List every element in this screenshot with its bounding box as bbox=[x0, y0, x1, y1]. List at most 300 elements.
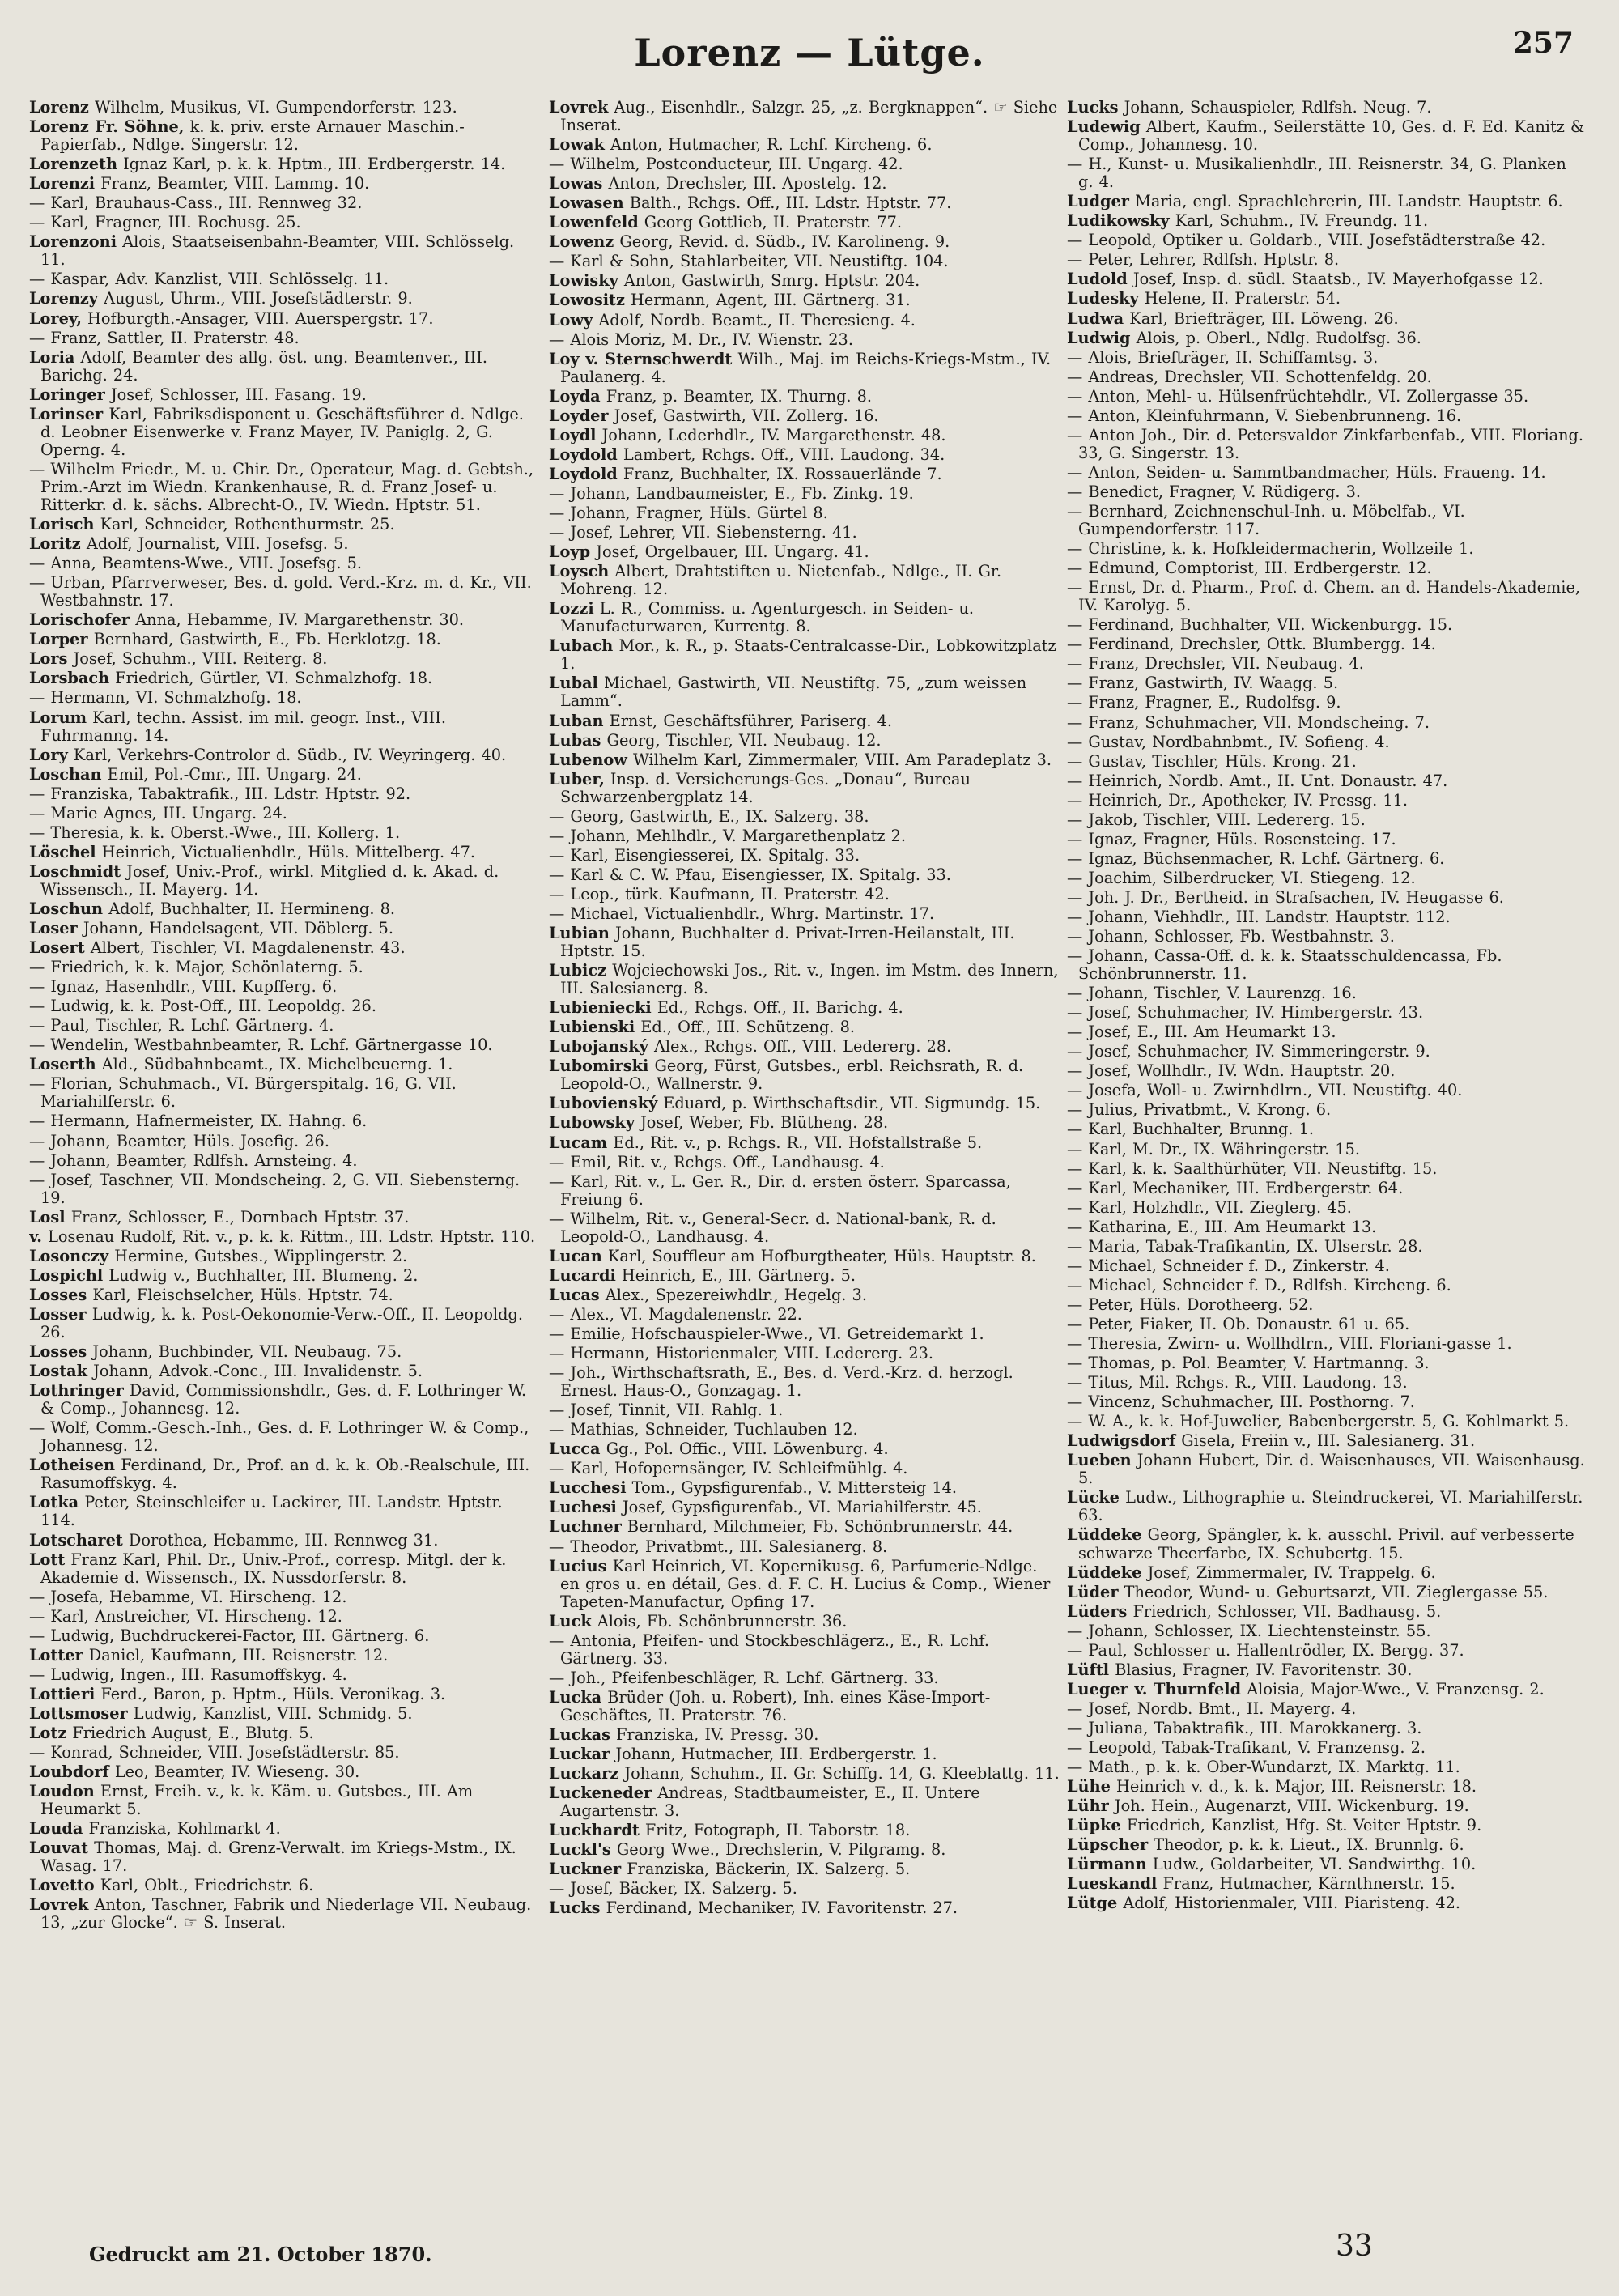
directory-entry: Lorenzoni Alois, Staatseisenbahn-Beamter, VIII. Schlösselg. 11. bbox=[29, 232, 515, 270]
directory-entry: Ludesky Helene, II. Praterstr. 54. bbox=[1067, 289, 1341, 308]
entry-surname: Lorey, bbox=[29, 308, 82, 328]
entry-surname: Lucks bbox=[549, 1898, 601, 1918]
directory-entry: Lotscharet Dorothea, Hebamme, III. Rennweg 31. bbox=[29, 1530, 439, 1550]
directory-entry: — Emilie, Hofschauspieler-Wwe., VI. Getreidemarkt 1. bbox=[549, 1324, 984, 1343]
entry-surname: Lorischofer bbox=[29, 610, 130, 630]
entry-surname: Lorum bbox=[29, 708, 87, 727]
directory-entry: Lubicz Wojciechowski Jos., Rit. v., Ingen. im Mstm. des Innern, III. Salesianerg. 8. bbox=[549, 961, 1059, 998]
entry-surname: Lorper bbox=[29, 630, 88, 649]
directory-entry: — Christine, k. k. Hofkleidermacherin, Wollzeile 1. bbox=[1067, 539, 1474, 559]
directory-entry: Loudon Ernst, Freih. v., k. k. Käm. u. Gutsbes., III. Am Heumarkt 5. bbox=[29, 1782, 474, 1819]
directory-entry: Lubovienský Eduard, p. Wirthschaftsdir., VII. Sigmundg. 15. bbox=[549, 1094, 1041, 1113]
entry-surname: Lowasen bbox=[549, 193, 624, 213]
entry-surname: Loydold bbox=[549, 444, 618, 464]
entry-surname: Lotz bbox=[29, 1723, 67, 1742]
directory-entry: Lorsbach Friedrich, Gürtler, VI. Schmalzhofg. 18. bbox=[29, 669, 433, 688]
entry-surname: Lüpscher bbox=[1067, 1835, 1149, 1855]
entry-surname: Lorenzeth bbox=[29, 155, 118, 174]
entry-surname: Lüddeke bbox=[1067, 1563, 1142, 1582]
entry-surname: Luckas bbox=[549, 1724, 611, 1744]
directory-entry: Loyder Josef, Gastwirth, VII. Zollerg. 16. bbox=[549, 406, 879, 425]
directory-entry: — Maria, Tabak-Trafikantin, IX. Ulserstr. 28. bbox=[1067, 1236, 1423, 1256]
directory-entry: Lucam Ed., Rit. v., p. Rchgs. R., VII. Hofstallstraße 5. bbox=[549, 1133, 983, 1152]
directory-entry: Lorenzeth Ignaz Karl, p. k. k. Hptm., III. Erdbergerstr. 14. bbox=[29, 155, 506, 174]
entry-surname: Lovetto bbox=[29, 1876, 95, 1895]
directory-entry: Loschan Emil, Pol.-Cmr., III. Ungarg. 24. bbox=[29, 764, 362, 784]
directory-entry: Ludwig Alois, p. Oberl., Ndlg. Rudolfsg. 36. bbox=[1067, 328, 1421, 347]
entry-surname: Loy v. Sternschwerdt bbox=[549, 349, 733, 368]
running-header-title: Lorenz — Lütge. bbox=[634, 31, 985, 74]
directory-entry: Lors Josef, Schuhm., VIII. Reiterg. 8. bbox=[29, 649, 328, 669]
directory-entry: — Josef, Lehrer, VII. Siebensterng. 41. bbox=[549, 523, 857, 542]
directory-entry: — Wolf, Comm.-Gesch.-Inh., Ges. d. F. Lothringer W. & Comp., Johannesg. 12. bbox=[29, 1418, 529, 1456]
directory-entry: — Joh., Pfeifenbeschläger, R. Lchf. Gärtnerg. 33. bbox=[549, 1668, 939, 1687]
directory-entry: Lorey, Hofburgth.-Ansager, VIII. Auerspergstr. 17. bbox=[29, 308, 434, 328]
directory-entry: — Benedict, Fragner, V. Rüdigerg. 3. bbox=[1067, 482, 1361, 501]
entry-surname: Lühr bbox=[1067, 1796, 1109, 1816]
directory-entry: — Heinrich, Nordb. Amt., II. Unt. Donaustr. 47. bbox=[1067, 771, 1448, 790]
entry-surname: Lott bbox=[29, 1550, 66, 1569]
directory-entry: Luber, Insp. d. Versicherungs-Ges. „Donau“, Bureau Schwarzenbergplatz 14. bbox=[549, 769, 971, 806]
directory-entry: — Theodor, Privatbmt., III. Salesianerg. 8. bbox=[549, 1537, 888, 1556]
entry-surname: Loschan bbox=[29, 764, 102, 784]
entry-surname: Lubal bbox=[549, 674, 598, 693]
directory-entry: — Johann, Fragner, Hüls. Gürtel 8. bbox=[549, 503, 828, 522]
directory-entry: Luckar Johann, Hutmacher, III. Erdbergerstr. 1. bbox=[549, 1745, 937, 1764]
directory-entry: Lorenzi Franz, Beamter, VIII. Lammg. 10. bbox=[29, 174, 370, 193]
directory-column-2 bbox=[549, 99, 1060, 2188]
entry-surname: Luchner bbox=[549, 1517, 622, 1537]
directory-entry: Lorenz Wilhelm, Musikus, VI. Gumpendorferstr. 123. bbox=[29, 99, 457, 117]
entry-surname: Loudon bbox=[29, 1782, 95, 1801]
entry-surname: Lovrek bbox=[29, 1895, 89, 1915]
entry-surname: Lueskandl bbox=[1067, 1874, 1158, 1894]
directory-entry: — Franziska, Tabaktrafik., III. Ldstr. Hptstr. 92. bbox=[29, 784, 411, 803]
entry-surname: Lorsbach bbox=[29, 669, 110, 688]
entry-surname: Lowy bbox=[549, 310, 593, 330]
directory-entry: — Ludwig, k. k. Post-Off., III. Leopoldg. 26. bbox=[29, 997, 376, 1016]
entry-surname: Lozzi bbox=[549, 599, 594, 619]
entry-surname: Ludwig bbox=[1067, 328, 1131, 347]
entry-surname: Lorenz Fr. Söhne, bbox=[29, 117, 185, 137]
directory-entry: — Anton, Seiden- u. Sammtbandmacher, Hüls. Fraueng. 14. bbox=[1067, 462, 1546, 482]
directory-entry: Lubieniecki Ed., Rchgs. Off., II. Barichg. 4. bbox=[549, 998, 903, 1018]
directory-entry: — Ernst, Dr. d. Pharm., Prof. d. Chem. an d. Handels-Akademie, IV. Karolyg. 5. bbox=[1067, 578, 1580, 615]
entry-surname: Luber, bbox=[549, 769, 605, 789]
directory-entry: — Josef, Bäcker, IX. Salzerg. 5. bbox=[549, 1879, 797, 1898]
entry-surname: Loyp bbox=[549, 542, 591, 562]
directory-entry: Lücke Ludw., Lithographie u. Steindruckerei, VI. Mariahilferstr. 63. bbox=[1067, 1488, 1583, 1525]
directory-entry: — Katharina, E., III. Am Heumarkt 13. bbox=[1067, 1217, 1377, 1236]
directory-entry: — Paul, Tischler, R. Lchf. Gärtnerg. 4. bbox=[29, 1016, 334, 1035]
directory-entry: Lueben Johann Hubert, Dir. d. Waisenhauses, VII. Waisenhausg. 5. bbox=[1067, 1451, 1585, 1488]
entry-surname: Loringer bbox=[29, 385, 105, 404]
directory-entry: Lovrek Aug., Eisenhdlr., Salzgr. 25, „z. Bergknappen“. ☞ Siehe Inserat. bbox=[549, 99, 1058, 135]
entry-surname: Lors bbox=[29, 649, 68, 669]
directory-entry: — Franz, Fragner, E., Rudolfsg. 9. bbox=[1067, 693, 1341, 712]
entry-surname: Luban bbox=[549, 711, 604, 730]
directory-entry: — Jakob, Tischler, VIII. Ledererg. 15. bbox=[1067, 810, 1366, 829]
directory-entry: — Karl, Buchhalter, Brunng. 1. bbox=[1067, 1120, 1314, 1139]
directory-entry: — Heinrich, Dr., Apotheker, IV. Pressg. 11. bbox=[1067, 790, 1409, 810]
directory-entry: — Joh., Wirthschaftsrath, E., Bes. d. Verd.-Krz. d. herzogl. Ernest. Haus-O., Gonzagag. 1. bbox=[549, 1363, 1013, 1401]
directory-entry: — Julius, Privatbmt., V. Krong. 6. bbox=[1067, 1100, 1332, 1120]
entry-surname: Loser bbox=[29, 919, 78, 938]
directory-entry: Lospichl Ludwig v., Buchhalter, III. Blumeng. 2. bbox=[29, 1265, 419, 1285]
directory-entry: — Josef, E., III. Am Heumarkt 13. bbox=[1067, 1023, 1336, 1042]
entry-surname: Luckarz bbox=[549, 1764, 619, 1784]
directory-entry: — Johann, Cassa-Off. d. k. k. Staatsschuldencassa, Fb. Schönbrunnerstr. 11. bbox=[1067, 946, 1502, 984]
directory-entry: — Anton, Kleinfuhrmann, V. Siebenbrunneng. 16. bbox=[1067, 406, 1462, 425]
entry-surname: Louvat bbox=[29, 1839, 89, 1858]
directory-entry: Luckeneder Andreas, Stadtbaumeister, E., II. Untere Augartenstr. 3. bbox=[549, 1784, 980, 1821]
directory-entry: Lucchesi Tom., Gypsfigurenfab., V. Mittersteig 14. bbox=[549, 1478, 958, 1498]
directory-entry: Lorenz Fr. Söhne, k. k. priv. erste Arnauer Maschin.-Papierfab., Ndlge. Singerstr. 12. bbox=[29, 117, 465, 155]
directory-entry: Lüftl Blasius, Fragner, IV. Favoritenstr. 30. bbox=[1067, 1660, 1413, 1679]
directory-entry: Ludger Maria, engl. Sprachlehrerin, III. Landstr. Hauptstr. 6. bbox=[1067, 192, 1563, 211]
directory-entry: Loyp Josef, Orgelbauer, III. Ungarg. 41. bbox=[549, 542, 869, 562]
entry-surname: Lucan bbox=[549, 1246, 602, 1265]
directory-entry: Lotz Friedrich August, E., Blutg. 5. bbox=[29, 1723, 314, 1742]
entry-surname: Ludwa bbox=[1067, 308, 1124, 328]
entry-surname: Lubovienský bbox=[549, 1094, 658, 1113]
directory-entry: Loringer Josef, Schlosser, III. Fasang. 19. bbox=[29, 385, 367, 404]
directory-entry: Lostak Johann, Advok.-Conc., III. Invalidenstr. 5. bbox=[29, 1362, 423, 1381]
directory-entry: Losert Albert, Tischler, VI. Magdalenenstr. 43. bbox=[29, 938, 406, 958]
directory-entry: — W. A., k. k. Hof-Juwelier, Babenbergerstr. 5, G. Kohlmarkt 5. bbox=[1067, 1412, 1570, 1431]
directory-entry: Lubas Georg, Tischler, VII. Neubaug. 12. bbox=[549, 730, 882, 750]
entry-surname: Loyda bbox=[549, 386, 601, 406]
directory-entry: Lubach Mor., k. R., p. Staats-Centralcasse-Dir., Lobkowitzplatz 1. bbox=[549, 636, 1056, 674]
directory-entry: — Kaspar, Adv. Kanzlist, VIII. Schlösselg. 11. bbox=[29, 270, 389, 289]
entry-surname: Lotheisen bbox=[29, 1456, 116, 1475]
directory-entry: — Josefa, Woll- u. Zwirnhdlrn., VII. Neustiftg. 40. bbox=[1067, 1081, 1463, 1100]
directory-entry: — Ludwig, Buchdruckerei-Factor, III. Gärtnerg. 6. bbox=[29, 1626, 430, 1645]
directory-entry: — Johann, Beamter, Rdlfsh. Arnsteing. 4. bbox=[29, 1150, 358, 1170]
directory-entry: — Titus, Mil. Rchgs. R., VIII. Laudong. 13. bbox=[1067, 1373, 1408, 1392]
entry-surname: Lubian bbox=[549, 924, 610, 943]
entry-surname: Lucam bbox=[549, 1133, 608, 1152]
directory-entry: — Peter, Hüls. Dorotheerg. 52. bbox=[1067, 1295, 1314, 1314]
directory-entry: — Johann, Viehhdlr., III. Landstr. Hauptstr. 112. bbox=[1067, 907, 1451, 926]
directory-entry: Luck Alois, Fb. Schönbrunnerstr. 36. bbox=[549, 1611, 848, 1631]
directory-entry: — Johann, Schlosser, IX. Liechtensteinstr. 55. bbox=[1067, 1621, 1431, 1640]
directory-entry: — Ignaz, Fragner, Hüls. Rosensteing. 17. bbox=[1067, 829, 1396, 848]
directory-entry: — H., Kunst- u. Musikalienhdlr., III. Reisnerstr. 34, G. Planken g. 4. bbox=[1067, 155, 1566, 192]
entry-surname: Loschmidt bbox=[29, 861, 121, 881]
entry-surname: Lorenzy bbox=[29, 289, 99, 308]
directory-entry: — Hermann, Hafnermeister, IX. Hahng. 6. bbox=[29, 1112, 368, 1131]
entry-surname: Loschun bbox=[29, 899, 104, 918]
directory-entry: Lory Karl, Verkehrs-Controlor d. Südb., IV. Weyringerg. 40. bbox=[29, 745, 507, 764]
directory-entry: Lovrek Anton, Taschner, Fabrik und Niederlage VII. Neubaug. 13, „zur Glocke“. ☞ S. Inserat. bbox=[29, 1895, 532, 1932]
directory-entry: Luchner Bernhard, Milchmeier, Fb. Schönbrunnerstr. 44. bbox=[549, 1517, 1013, 1537]
directory-entry: — Wilhelm Friedr., M. u. Chir. Dr., Operateur, Mag. d. Gebtsh., Prim.-Arzt im Wiedn. Krankenhause, R. d. Franz Josef- u. Ritterkr. d. k. sächs. Albrecht-O., IV. Wiedn. Hptstr. 51. bbox=[29, 459, 534, 514]
directory-entry: — Emil, Rit. v., Rchgs. Off., Landhausg. 4. bbox=[549, 1152, 885, 1171]
directory-entry: — Franz, Drechsler, VII. Neubaug. 4. bbox=[1067, 654, 1364, 674]
entry-surname: Lowenz bbox=[549, 232, 614, 252]
directory-entry: Lüders Friedrich, Schlosser, VII. Badhausg. 5. bbox=[1067, 1601, 1442, 1621]
directory-entry: — Karl, Fragner, III. Rochusg. 25. bbox=[29, 213, 301, 232]
directory-entry: — Karl, Holzhdlr., VII. Zieglerg. 45. bbox=[1067, 1197, 1352, 1217]
entry-surname: Lowenfeld bbox=[549, 213, 639, 232]
directory-entry: Lottieri Ferd., Baron, p. Hptm., Hüls. Veronikag. 3. bbox=[29, 1684, 446, 1703]
directory-entry: Loschmidt Josef, Univ.-Prof., wirkl. Mitglied d. k. Akad. d. Wissensch., II. Mayerg. 14. bbox=[29, 861, 499, 899]
directory-entry: — Alex., VI. Magdalenenstr. 22. bbox=[549, 1304, 802, 1324]
entry-surname: Lueben bbox=[1067, 1451, 1132, 1470]
directory-entry: — Thomas, p. Pol. Beamter, V. Hartmanng. 3. bbox=[1067, 1354, 1430, 1373]
directory-entry: — Andreas, Drechsler, VII. Schottenfeldg. 20. bbox=[1067, 367, 1432, 386]
directory-entry: — Michael, Schneider f. D., Rdlfsh. Kircheng. 6. bbox=[1067, 1275, 1451, 1295]
directory-entry: — Josef, Wollhdlr., IV. Wdn. Hauptstr. 20. bbox=[1067, 1061, 1396, 1081]
directory-entry: — Karl & Sohn, Stahlarbeiter, VII. Neustiftg. 104. bbox=[549, 252, 949, 271]
directory-entry: — Anton, Mehl- u. Hülsenfrüchtehdlr., VI. Zollergasse 35. bbox=[1067, 386, 1529, 406]
directory-entry: — Hermann, Historienmaler, VIII. Ledererg. 23. bbox=[549, 1344, 933, 1363]
entry-surname: Luckner bbox=[549, 1860, 622, 1879]
entry-surname: Loritz bbox=[29, 534, 81, 554]
directory-entry: Lucius Karl Heinrich, VI. Kopernikusg. 6, Parfumerie-Ndlge. en gros u. en détail, Ges. d. F. C. H. Lucius & Comp., Wiener Tapeten-Manufactur, Opfing 17. bbox=[549, 1556, 1051, 1611]
directory-entry: Lucardi Heinrich, E., III. Gärtnerg. 5. bbox=[549, 1265, 856, 1285]
directory-entry: — Mathias, Schneider, Tuchlauben 12. bbox=[549, 1420, 858, 1439]
entry-surname: Lucks bbox=[1067, 99, 1119, 117]
directory-entry: Lucks Ferdinand, Mechaniker, IV. Favoritenstr. 27. bbox=[549, 1898, 958, 1918]
directory-entry: Losses Karl, Fleischselcher, Hüls. Hptstr. 74. bbox=[29, 1285, 393, 1304]
entry-surname: Losser bbox=[29, 1304, 87, 1324]
directory-entry: Loria Adolf, Beamter des allg. öst. ung. Beamtenver., III. Barichg. 24. bbox=[29, 347, 487, 385]
entry-surname: Lotter bbox=[29, 1645, 83, 1665]
entry-surname: Lospichl bbox=[29, 1265, 104, 1285]
directory-entry: — Leopold, Optiker u. Goldarb., VIII. Josefstädterstraße 42. bbox=[1067, 231, 1546, 250]
entry-surname: Loubdorf bbox=[29, 1762, 109, 1782]
directory-entry: Lorper Bernhard, Gastwirth, E., Fb. Herklotzg. 18. bbox=[29, 630, 441, 649]
directory-entry: — Karl & C. W. Pfau, Eisengiesser, IX. Spitalg. 33. bbox=[549, 865, 951, 884]
directory-entry: Lorischofer Anna, Hebamme, IV. Margarethenstr. 30. bbox=[29, 610, 465, 630]
entry-surname: Lotscharet bbox=[29, 1530, 123, 1550]
directory-entry: Lüddeke Josef, Zimmermaler, IV. Trappelg. 6. bbox=[1067, 1563, 1436, 1582]
entry-surname: Ludikowsky bbox=[1067, 211, 1170, 231]
directory-entry: Luchesi Josef, Gypsfigurenfab., VI. Mariahilferstr. 45. bbox=[549, 1498, 982, 1517]
directory-entry: Losonczy Hermine, Gutsbes., Wipplingerstr. 2. bbox=[29, 1246, 408, 1265]
directory-entry: v. Losenau Rudolf, Rit. v., p. k. k. Rittm., III. Ldstr. Hptstr. 110. bbox=[29, 1227, 536, 1246]
directory-entry: — Karl, M. Dr., IX. Währingerstr. 15. bbox=[1067, 1139, 1360, 1159]
directory-entry: — Antonia, Pfeifen- und Stockbeschlägerz., E., R. Lchf. Gärtnerg. 33. bbox=[549, 1631, 989, 1668]
directory-entry: Lowak Anton, Hutmacher, R. Lchf. Kircheng. 6. bbox=[549, 135, 933, 155]
directory-entry: — Urban, Pfarrverweser, Bes. d. gold. Verd.-Krz. m. d. Kr., VII. Westbahnstr. 17. bbox=[29, 573, 532, 610]
entry-surname: Louda bbox=[29, 1819, 83, 1839]
entry-surname: Losonczy bbox=[29, 1246, 109, 1265]
directory-entry: — Karl, Hofopernsänger, IV. Schleifmühlg. 4. bbox=[549, 1459, 908, 1478]
directory-entry: — Edmund, Comptorist, III. Erdbergerstr. 12. bbox=[1067, 559, 1432, 578]
directory-entry: Ludikowsky Karl, Schuhm., IV. Freundg. 11. bbox=[1067, 211, 1429, 231]
entry-surname: Lucardi bbox=[549, 1265, 616, 1285]
entry-surname: Lucchesi bbox=[549, 1478, 627, 1498]
directory-entry: — Josef, Schuhmacher, IV. Simmeringerstr. 9. bbox=[1067, 1042, 1430, 1061]
entry-surname: Lütge bbox=[1067, 1894, 1118, 1913]
directory-entry: Lorum Karl, techn. Assist. im mil. geogr. Inst., VIII. Fuhrmanng. 14. bbox=[29, 708, 446, 745]
directory-entry: Loubdorf Leo, Beamter, IV. Wieseng. 30. bbox=[29, 1762, 360, 1782]
directory-entry: — Ignaz, Hasenhdlr., VIII. Kupfferg. 6. bbox=[29, 977, 338, 997]
entry-surname: Lorenz bbox=[29, 99, 89, 117]
directory-entry: Lubian Johann, Buchhalter d. Privat-Irren-Heilanstalt, III. Hptstr. 15. bbox=[549, 924, 1015, 961]
directory-entry: — Bernhard, Zeichnenschul-Inh. u. Möbelfab., VI. Gumpendorferstr. 117. bbox=[1067, 501, 1465, 539]
directory-entry: — Paul, Schlosser u. Hallentrödler, IX. Bergg. 37. bbox=[1067, 1640, 1464, 1660]
entry-surname: Lorenzoni bbox=[29, 232, 117, 252]
entry-surname: Lücke bbox=[1067, 1488, 1120, 1507]
directory-entry: Lühr Joh. Hein., Augenarzt, VIII. Wickenburg. 19. bbox=[1067, 1796, 1469, 1816]
directory-entry: Ludold Josef, Insp. d. südl. Staatsb., IV. Mayerhofgasse 12. bbox=[1067, 270, 1544, 289]
directory-entry: Lubenow Wilhelm Karl, Zimmermaler, VIII. Am Paradeplatz 3. bbox=[549, 750, 1052, 769]
directory-entry: Lubomirski Georg, Fürst, Gutsbes., erbl. Reichsrath, R. d. Leopold-O., Wallnerstr. 9. bbox=[549, 1057, 1024, 1094]
directory-entry: Losses Johann, Buchbinder, VII. Neubaug. 75. bbox=[29, 1342, 402, 1362]
entry-surname: Luckl's bbox=[549, 1840, 611, 1860]
directory-entry: Loser Johann, Handelsagent, VII. Döblerg. 5. bbox=[29, 919, 394, 938]
directory-entry: Lürmann Ludw., Goldarbeiter, VI. Sandwirthg. 10. bbox=[1067, 1855, 1477, 1874]
directory-entry: Lubienski Ed., Off., III. Schützeng. 8. bbox=[549, 1018, 856, 1037]
directory-entry: — Gustav, Tischler, Hüls. Krong. 21. bbox=[1067, 751, 1357, 771]
entry-surname: Lovrek bbox=[549, 99, 609, 117]
directory-entry: — Georg, Gastwirth, E., IX. Salzerg. 38. bbox=[549, 806, 869, 826]
entry-surname: Lubienski bbox=[549, 1018, 635, 1037]
directory-entry: Lucan Karl, Souffleur am Hofburgtheater, Hüls. Hauptstr. 8. bbox=[549, 1246, 1036, 1265]
directory-entry: Lotheisen Ferdinand, Dr., Prof. an d. k. k. Ob.-Realschule, III. Rasumoffskyg. 4. bbox=[29, 1456, 530, 1493]
directory-entry: Lozzi L. R., Commiss. u. Agenturgesch. in Seiden- u. Manufacturwaren, Kurrentg. 8. bbox=[549, 599, 975, 636]
directory-column-1 bbox=[29, 99, 541, 2188]
directory-entry: Luckas Franziska, IV. Pressg. 30. bbox=[549, 1724, 819, 1744]
directory-entry: — Gustav, Nordbahnbmt., IV. Sofieng. 4. bbox=[1067, 732, 1390, 751]
entry-surname: Losl bbox=[29, 1207, 66, 1227]
entry-surname: Luck bbox=[549, 1611, 592, 1631]
entry-surname: Lueger v. Thurnfeld bbox=[1067, 1679, 1242, 1699]
directory-entry: — Joh. J. Dr., Bertheid. in Strafsachen, IV. Heugasse 6. bbox=[1067, 887, 1504, 907]
directory-entry: Ludewig Albert, Kaufm., Seilerstätte 10, Ges. d. F. Ed. Kanitz & Comp., Johannesg. 10. bbox=[1067, 117, 1585, 155]
entry-surname: Lory bbox=[29, 745, 68, 764]
entry-surname: Loserth bbox=[29, 1055, 96, 1074]
entry-surname: Lubomirski bbox=[549, 1057, 649, 1076]
directory-entry: — Marie Agnes, III. Ungarg. 24. bbox=[29, 803, 287, 823]
entry-surname: v. bbox=[29, 1227, 42, 1246]
entry-surname: Losert bbox=[29, 938, 85, 958]
directory-entry: Lowositz Hermann, Agent, III. Gärtnerg. 31. bbox=[549, 291, 911, 310]
directory-entry: Lothringer David, Commissionshdlr., Ges. d. F. Lothringer W. & Comp., Johannesg. 12. bbox=[29, 1381, 527, 1418]
directory-entry: Lowas Anton, Drechsler, III. Apostelg. 12. bbox=[549, 174, 887, 193]
directory-entry: — Karl, Anstreicher, VI. Hirscheng. 12. bbox=[29, 1606, 342, 1626]
entry-surname: Loydl bbox=[549, 425, 597, 444]
entry-surname: Lotka bbox=[29, 1493, 79, 1512]
directory-entry: Lowenz Georg, Revid. d. Südb., IV. Karolineng. 9. bbox=[549, 232, 950, 252]
directory-entry: Loyda Franz, p. Beamter, IX. Thurng. 8. bbox=[549, 386, 873, 406]
directory-entry: Lowisky Anton, Gastwirth, Smrg. Hptstr. 204. bbox=[549, 271, 920, 291]
directory-entry: — Josefa, Hebamme, VI. Hirscheng. 12. bbox=[29, 1587, 347, 1606]
entry-surname: Losses bbox=[29, 1285, 87, 1304]
entry-surname: Ludewig bbox=[1067, 117, 1141, 137]
entry-surname: Lühe bbox=[1067, 1777, 1111, 1796]
directory-entry: — Theresia, k. k. Oberst.-Wwe., III. Kollerg. 1. bbox=[29, 823, 401, 842]
entry-surname: Lorinser bbox=[29, 404, 104, 423]
directory-entry: Lütge Adolf, Historienmaler, VIII. Piaristeng. 42. bbox=[1067, 1894, 1461, 1913]
directory-entry: — Franz, Sattler, II. Praterstr. 48. bbox=[29, 328, 300, 347]
directory-entry: Löschel Heinrich, Victualienhdlr., Hüls. Mittelberg. 47. bbox=[29, 842, 475, 861]
directory-entry: — Wilhelm, Postconducteur, III. Ungarg. 42. bbox=[549, 155, 903, 174]
directory-entry: Lowasen Balth., Rchgs. Off., III. Ldstr. Hptstr. 77. bbox=[549, 193, 952, 213]
entry-surname: Lürmann bbox=[1067, 1855, 1147, 1874]
directory-entry: — Josef, Nordb. Bmt., II. Mayerg. 4. bbox=[1067, 1699, 1357, 1718]
directory-entry: Lubojanský Alex., Rchgs. Off., VIII. Ledererg. 28. bbox=[549, 1037, 952, 1057]
directory-entry: — Ferdinand, Buchhalter, VII. Wickenburgg. 15. bbox=[1067, 615, 1453, 635]
directory-entry: Lotter Daniel, Kaufmann, III. Reisnerstr. 12. bbox=[29, 1645, 389, 1665]
entry-surname: Lowositz bbox=[549, 291, 625, 310]
directory-entry: Lubal Michael, Gastwirth, VII. Neustiftg. 75, „zum weissen Lamm“. bbox=[549, 674, 1027, 711]
entry-surname: Lubojanský bbox=[549, 1037, 648, 1057]
directory-entry: Loydold Lambert, Rchgs. Off., VIII. Laudong. 34. bbox=[549, 444, 945, 464]
directory-entry: — Franz, Gastwirth, IV. Waagg. 5. bbox=[1067, 674, 1339, 693]
directory-entry: Lowy Adolf, Nordb. Beamt., II. Theresieng. 4. bbox=[549, 310, 916, 330]
entry-surname: Lüddeke bbox=[1067, 1525, 1142, 1545]
directory-entry: — Theresia, Zwirn- u. Wollhdlrn., VIII. Floriani-gasse 1. bbox=[1067, 1334, 1512, 1353]
signature-mark: 33 bbox=[1336, 2230, 1373, 2263]
directory-entry: Luckhardt Fritz, Fotograph, II. Taborstr. 18. bbox=[549, 1821, 911, 1840]
directory-entry: — Anna, Beamtens-Wwe., VIII. Josefsg. 5. bbox=[29, 554, 363, 573]
entry-surname: Lubach bbox=[549, 636, 614, 656]
directory-entry: — Leopold, Tabak-Trafikant, V. Franzensg. 2. bbox=[1067, 1737, 1426, 1757]
entry-surname: Lucka bbox=[549, 1687, 602, 1707]
entry-surname: Lostak bbox=[29, 1362, 88, 1381]
directory-entry: — Florian, Schuhmach., VI. Bürgerspitalg. 16, G. VII. Mariahilferstr. 6. bbox=[29, 1074, 457, 1112]
directory-entry: Lowenfeld Georg Gottlieb, II. Praterstr. 77. bbox=[549, 213, 902, 232]
directory-entry: Ludwa Karl, Briefträger, III. Löweng. 26. bbox=[1067, 308, 1399, 328]
entry-surname: Loria bbox=[29, 347, 75, 367]
directory-entry: Luckarz Johann, Schuhm., II. Gr. Schiffg. 14, G. Kleeblattg. 11. bbox=[549, 1764, 1060, 1784]
entry-surname: Ludwigsdorf bbox=[1067, 1431, 1176, 1451]
directory-entry: Lueger v. Thurnfeld Aloisia, Major-Wwe., V. Franzensg. 2. bbox=[1067, 1679, 1545, 1699]
directory-entry: Lucka Brüder (Joh. u. Robert), Inh. eines Käse-Import-Geschäftes, II. Praterstr. 76. bbox=[549, 1687, 991, 1724]
directory-entry: Lorinser Karl, Fabriksdisponent u. Geschäftsführer d. Ndlge. d. Leobner Eisenwerke v. Franz Mayer, IV. Paniglg. 2, G. Operng. 4. bbox=[29, 404, 524, 459]
directory-entry: Lorisch Karl, Schneider, Rothenthurmstr. 25. bbox=[29, 515, 395, 534]
directory-entry: — Johann, Beamter, Hüls. Josefig. 26. bbox=[29, 1131, 329, 1150]
entry-surname: Loyder bbox=[549, 406, 609, 425]
entry-surname: Luckar bbox=[549, 1745, 610, 1764]
directory-entry: — Peter, Lehrer, Rdlfsh. Hptstr. 8. bbox=[1067, 250, 1340, 270]
directory-entry: Lüder Theodor, Wund- u. Geburtsarzt, VII. Zieglergasse 55. bbox=[1067, 1582, 1549, 1601]
entry-surname: Lowak bbox=[549, 135, 605, 155]
directory-entry: — Wendelin, Westbahnbeamter, R. Lchf. Gärtnergasse 10. bbox=[29, 1035, 493, 1055]
entry-surname: Lüftl bbox=[1067, 1660, 1110, 1679]
directory-entry: Loy v. Sternschwerdt Wilh., Maj. im Reichs-Kriegs-Mstm., IV. Paulanerg. 4. bbox=[549, 349, 1052, 386]
entry-surname: Luckhardt bbox=[549, 1821, 640, 1840]
directory-entry: — Friedrich, k. k. Major, Schönlaterng. 5. bbox=[29, 958, 363, 977]
directory-entry: Lovetto Karl, Oblt., Friedrichstr. 6. bbox=[29, 1876, 314, 1895]
directory-entry: — Josef, Schuhmacher, IV. Himbergerstr. 43. bbox=[1067, 1003, 1424, 1023]
entry-surname: Lothringer bbox=[29, 1381, 124, 1401]
entry-surname: Ludold bbox=[1067, 270, 1128, 289]
entry-surname: Lubieniecki bbox=[549, 998, 652, 1018]
directory-entry: — Ferdinand, Drechsler, Ottk. Blumbergg. 14. bbox=[1067, 635, 1436, 654]
directory-entry: Lottsmoser Ludwig, Kanzlist, VIII. Schmidg. 5. bbox=[29, 1703, 413, 1723]
directory-entry: Lüpke Friedrich, Kanzlist, Hfg. St. Veiter Hptstr. 9. bbox=[1067, 1816, 1482, 1835]
directory-entry: Loschun Adolf, Buchhalter, II. Hermineng. 8. bbox=[29, 899, 395, 918]
entry-surname: Ludger bbox=[1067, 192, 1129, 211]
page-number: 257 bbox=[1512, 26, 1574, 60]
directory-entry: Loritz Adolf, Journalist, VIII. Josefsg. 5. bbox=[29, 534, 349, 554]
directory-entry: — Leop., türk. Kaufmann, II. Praterstr. 42. bbox=[549, 884, 890, 904]
directory-entry: — Karl, Rit. v., L. Ger. R., Dir. d. ersten österr. Sparcassa, Freiung 6. bbox=[549, 1171, 1011, 1209]
entry-surname: Loydold bbox=[549, 464, 618, 483]
directory-entry: — Peter, Fiaker, II. Ob. Donaustr. 61 u. 65. bbox=[1067, 1314, 1410, 1333]
directory-entry: — Johann, Landbaumeister, E., Fb. Zinkg. 19. bbox=[549, 483, 914, 503]
entry-surname: Lowas bbox=[549, 174, 603, 193]
directory-entry: Lühe Heinrich v. d., k. k. Major, III. Reisnerstr. 18. bbox=[1067, 1777, 1477, 1796]
entry-surname: Lüders bbox=[1067, 1601, 1128, 1621]
directory-entry: Lucas Alex., Spezereiwhdlr., Hegelg. 3. bbox=[549, 1285, 867, 1304]
